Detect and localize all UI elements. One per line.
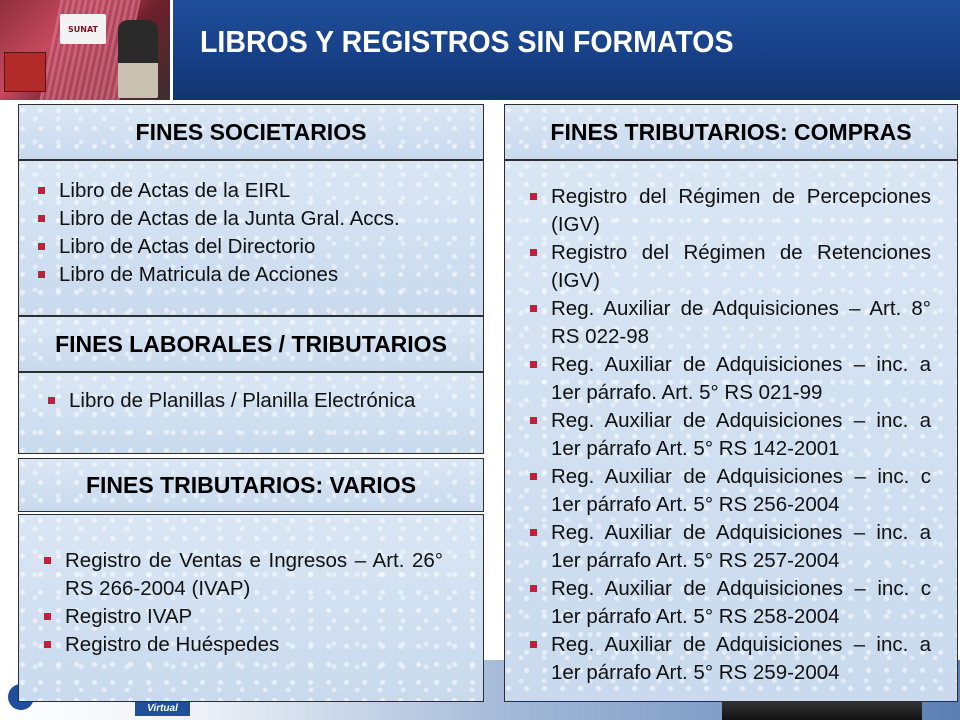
section-header-laborales bbox=[18, 316, 484, 372]
sunat-logo bbox=[60, 14, 106, 44]
list-item: Registro IVAP bbox=[35, 603, 443, 631]
section-header-compras bbox=[504, 104, 958, 160]
section-body-societarios bbox=[18, 160, 484, 316]
list-item: Reg. Auxiliar de Adquisiciones – inc. c 1er párrafo Art. 5° RS 256-2004 bbox=[521, 463, 931, 519]
list-varios bbox=[35, 547, 443, 659]
section-body-varios bbox=[18, 514, 484, 702]
section-body-laborales bbox=[18, 372, 484, 454]
list-item: Libro de Actas del Directorio bbox=[29, 233, 473, 261]
list-item: Registro del Régimen de Percepciones (IGV) bbox=[521, 183, 931, 239]
person-graphic bbox=[118, 20, 158, 98]
section-header-varios bbox=[18, 458, 484, 512]
list-item: Libro de Matricula de Acciones bbox=[29, 261, 473, 289]
list-item: Libro de Actas de la Junta Gral. Accs. bbox=[29, 205, 473, 233]
list-item: Reg. Auxiliar de Adquisiciones – inc. a 1er párrafo. Art. 5° RS 021-99 bbox=[521, 351, 931, 407]
list-item: Registro de Huéspedes bbox=[35, 631, 443, 659]
footer-virtual-label: Virtual bbox=[135, 702, 190, 716]
section-body-compras bbox=[504, 160, 958, 702]
header-divider bbox=[170, 0, 173, 100]
truck-graphic bbox=[4, 52, 46, 92]
list-item: Libro de Actas de la EIRL bbox=[29, 177, 473, 205]
page-title: LIBROS Y REGISTROS SIN FORMATOS bbox=[200, 24, 734, 59]
list-item: Registro del Régimen de Retenciones (IGV) bbox=[521, 239, 931, 295]
list-item: Reg. Auxiliar de Adquisiciones – Art. 8° RS 022-98 bbox=[521, 295, 931, 351]
section-title-laborales: FINES LABORALES / TRIBUTARIOS bbox=[55, 330, 447, 357]
list-item: Reg. Auxiliar de Adquisiciones – inc. a 1er párrafo Art. 5° RS 259-2004 bbox=[521, 631, 931, 687]
list-item: Reg. Auxiliar de Adquisiciones – inc. a 1er párrafo Art. 5° RS 142-2001 bbox=[521, 407, 931, 463]
list-item: Registro de Ventas e Ingresos – Art. 26° RS 266-2004 (IVAP) bbox=[35, 547, 443, 603]
section-title-varios: FINES TRIBUTARIOS: VARIOS bbox=[85, 471, 417, 498]
list-compras bbox=[521, 183, 931, 687]
list-item: Reg. Auxiliar de Adquisiciones – inc. c 1er párrafo Art. 5° RS 258-2004 bbox=[521, 575, 931, 631]
list-laborales bbox=[39, 387, 431, 415]
list-societarios bbox=[29, 177, 473, 289]
header-photo bbox=[0, 0, 170, 100]
list-item: Reg. Auxiliar de Adquisiciones – inc. a 1er párrafo Art. 5° RS 257-2004 bbox=[521, 519, 931, 575]
section-title-compras: FINES TRIBUTARIOS: COMPRAS bbox=[550, 118, 912, 145]
list-item: Libro de Planillas / Planilla Electrónica bbox=[39, 387, 431, 415]
sunat-logo-text: SUNAT bbox=[68, 24, 98, 34]
section-title-societarios: FINES SOCIETARIOS bbox=[135, 118, 367, 145]
section-header-societarios bbox=[18, 104, 484, 160]
